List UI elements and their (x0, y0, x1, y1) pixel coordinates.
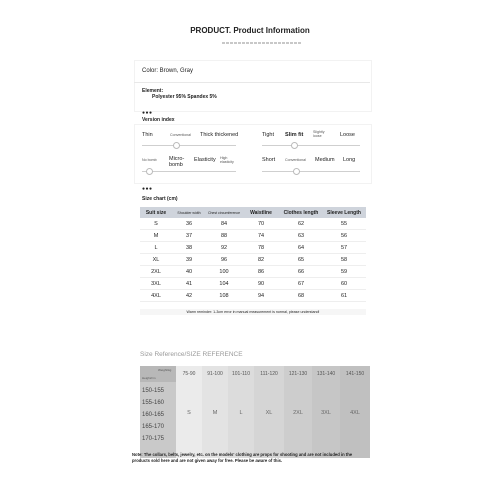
height-row-label: 165-170 (142, 424, 165, 430)
cell: 36 (172, 218, 206, 230)
cell: XL (140, 254, 172, 266)
cell: 56 (322, 230, 366, 242)
col-header: Chest circumference (206, 207, 242, 218)
cell: 67 (280, 278, 322, 290)
cell: 108 (206, 290, 242, 302)
section-dots: ●●● (142, 186, 153, 192)
length-indicator (293, 168, 300, 175)
table-row (140, 278, 366, 290)
cell: 70 (242, 218, 280, 230)
size-cell: 3XL (321, 410, 331, 416)
thickness-right: Thick thickened (200, 132, 239, 138)
cell: M (140, 230, 172, 242)
fit-track (262, 145, 360, 146)
cell: 3XL (140, 278, 172, 290)
thickness-left: Thin (142, 132, 153, 138)
size-cell: 4XL (350, 410, 360, 416)
cell: 64 (280, 242, 322, 254)
cell: 58 (322, 254, 366, 266)
fit-indicator (291, 142, 298, 149)
cell: 65 (280, 254, 322, 266)
col-header: Shoulder width (172, 207, 206, 218)
cell: 38 (172, 242, 206, 254)
cell: 68 (280, 290, 322, 302)
cell: 96 (206, 254, 242, 266)
color-label: Color: Brown, Gray (142, 68, 194, 74)
fit-mid2: Slightly loose (313, 130, 325, 138)
cell: 59 (322, 266, 366, 278)
size-table (140, 207, 366, 302)
col-header: Waistline (242, 207, 280, 218)
size-cell: S (187, 410, 191, 416)
size-reference-title: Size Reference/SIZE REFERENCE (140, 351, 243, 358)
table-row (140, 266, 366, 278)
cell: 82 (242, 254, 280, 266)
cell: 84 (206, 218, 242, 230)
thickness-indicator (173, 142, 180, 149)
cell: 41 (172, 278, 206, 290)
cell: 57 (322, 242, 366, 254)
weight-header: 121-130 (288, 371, 308, 377)
elasticity-right: High elasticity (220, 156, 234, 164)
elasticity-mid2: Elasticity (194, 157, 216, 163)
col-header: Suit size (140, 207, 172, 218)
cell: 2XL (140, 266, 172, 278)
weight-header: 141-150 (345, 371, 365, 377)
cell: 63 (280, 230, 322, 242)
elasticity-indicator (146, 168, 153, 175)
warm-reminder: Warm reminder: 1-3cm error in manual measurement is normal, please understand! (140, 309, 366, 315)
cell: 92 (206, 242, 242, 254)
cell: 94 (242, 290, 280, 302)
elasticity-mid: Micro-bomb (169, 156, 185, 168)
cell: S (140, 218, 172, 230)
weight-header: 75-90 (182, 371, 196, 377)
height-row-label: 160-165 (142, 412, 165, 418)
size-cell: XL (265, 410, 273, 416)
weight-header: 111-120 (260, 371, 278, 377)
cell: 55 (322, 218, 366, 230)
cell: 62 (280, 218, 322, 230)
divider (134, 82, 370, 83)
length-left: Short (262, 157, 276, 163)
cell: 86 (242, 266, 280, 278)
cell: 88 (206, 230, 242, 242)
length-track (262, 171, 360, 172)
cell: 37 (172, 230, 206, 242)
height-row-label: 150-155 (142, 388, 165, 394)
length-mid: Conventional (285, 158, 306, 162)
table-row (140, 254, 366, 266)
cell: 61 (322, 290, 366, 302)
section-dots: ●●● (142, 110, 153, 116)
height-axis-label: Height/cm (142, 376, 156, 380)
cell: 100 (206, 266, 242, 278)
cell: 39 (172, 254, 206, 266)
size-table-header (140, 207, 366, 218)
subtitle-placeholder (222, 42, 302, 44)
cell: 40 (172, 266, 206, 278)
weight-header: 91-100 (207, 371, 223, 377)
height-row-label: 155-160 (142, 400, 165, 406)
size-cell: L (239, 410, 243, 416)
thickness-track (142, 145, 236, 146)
cell: 78 (242, 242, 280, 254)
weight-header: 101-110 (232, 371, 250, 377)
table-row (140, 242, 366, 254)
cell: 60 (322, 278, 366, 290)
element-label: Element: (142, 88, 164, 94)
fit-left: Tight (262, 132, 275, 138)
elasticity-left: No bomb (142, 158, 157, 162)
col-header: Clothes length (280, 207, 322, 218)
cell: 104 (206, 278, 242, 290)
table-row (140, 290, 366, 302)
cell: 90 (242, 278, 280, 290)
weight-header: 131-140 (316, 371, 336, 377)
cell: 4XL (140, 290, 172, 302)
col-header: Sleeve Length (322, 207, 366, 218)
page-title: PRODUCT. Product Information (190, 26, 310, 35)
length-mid2: Medium (315, 157, 335, 163)
size-cell: M (212, 410, 218, 416)
length-right: Long (343, 157, 356, 163)
fit-right: Loose (340, 132, 355, 138)
cell: 42 (172, 290, 206, 302)
cell: 74 (242, 230, 280, 242)
height-row-label: 170-175 (142, 436, 165, 442)
thickness-mid: Conventional (170, 133, 191, 137)
table-row (140, 218, 366, 230)
version-title: Version index (142, 117, 175, 123)
size-reference-grid (140, 366, 370, 458)
elasticity-track (142, 171, 236, 172)
size-cell: 2XL (293, 410, 303, 416)
cell: L (140, 242, 172, 254)
fit-mid: Slim fit (285, 132, 304, 138)
weight-axis-label: Weight/kg (158, 368, 172, 372)
table-row (140, 230, 366, 242)
size-chart-title: Size chart (cm) (142, 196, 178, 202)
element-value: Polyester 95% Spandex 5% (152, 94, 217, 100)
cell: 66 (280, 266, 322, 278)
disclaimer-note: Note: The collars, belts, jewelry, etc. on the models' clothing are props for shooting and are not included in the products sold here and are not given away for free. Please be aware of this. (132, 452, 353, 463)
